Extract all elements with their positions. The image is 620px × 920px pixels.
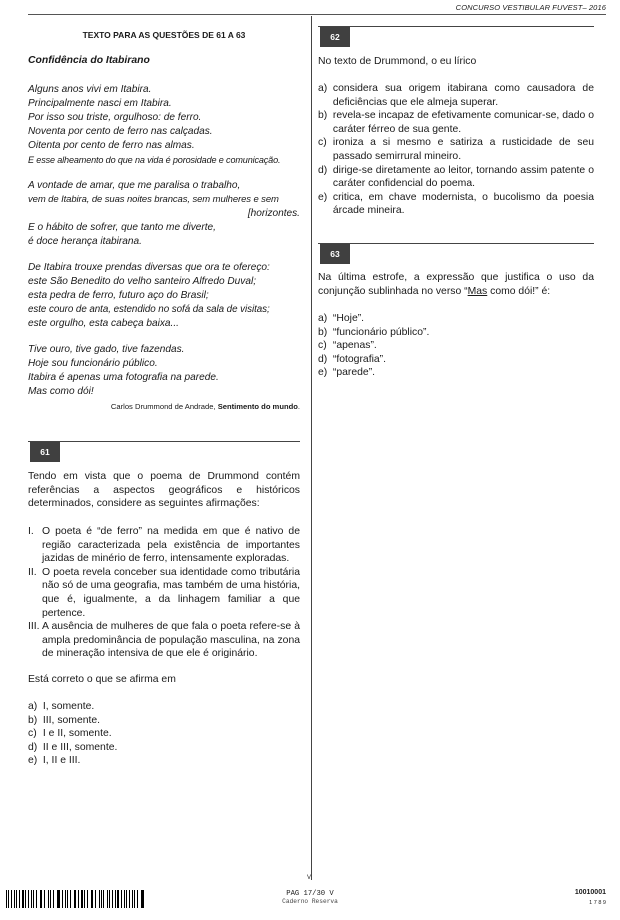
answer-option[interactable] xyxy=(318,164,594,191)
answer-option[interactable] xyxy=(28,700,300,714)
poem-line: é doce herança itabirana. xyxy=(28,236,142,247)
statement-text: A ausência de mulheres de que fala o poeta refere-se à ampla predominância de população masculina, na zona de mineração intensiva de que ele é originário. xyxy=(42,621,300,660)
poem-line: Noventa por cento de ferro nas calçadas. xyxy=(28,126,213,137)
option-label: a) xyxy=(318,313,328,324)
stanza-1 xyxy=(28,83,300,167)
poem-line: E o hábito de sofrer, que tanto me diverte, xyxy=(28,222,216,233)
option-label: b) xyxy=(28,714,38,726)
statement-item xyxy=(28,525,300,566)
answer-option[interactable] xyxy=(318,326,594,340)
poem-body xyxy=(28,83,300,399)
booklet-label: Caderno Reserva xyxy=(282,898,338,905)
poem-line: Alguns anos vivi em Itabira. xyxy=(28,84,152,95)
option-label: b) xyxy=(318,110,328,122)
page-footer xyxy=(0,890,620,906)
answer-option[interactable] xyxy=(318,339,594,353)
q63-intro-a: Na última estrofe, a expressão que justifica o uso da conjunção sublinhada no verso “ xyxy=(318,272,594,297)
answer-option[interactable] xyxy=(318,312,594,326)
option-text: ironiza a si mesmo e satiriza a rusticidade de seu passado semirrural mineiro. xyxy=(332,137,594,162)
exam-code: 10010001 xyxy=(574,889,606,896)
stanza-3 xyxy=(28,261,300,331)
answer-option[interactable] xyxy=(318,366,594,380)
poem-line: Por isso sou triste, orgulhoso: de ferro. xyxy=(28,112,202,123)
divider-mark: V xyxy=(307,875,312,881)
q63-rule xyxy=(318,243,594,245)
q62-intro: No texto de Drummond, o eu lírico xyxy=(318,56,477,67)
q62-options xyxy=(318,82,594,218)
statement-label: I. xyxy=(28,526,34,537)
option-text: I, somente. xyxy=(42,701,95,712)
option-label: c) xyxy=(28,728,37,740)
poem-line: A vontade de amar, que me paralisa o trabalho, xyxy=(28,180,241,191)
answer-option[interactable] xyxy=(318,136,594,163)
q63-intro-b: como dói!” é: xyxy=(487,285,551,297)
option-label: c) xyxy=(318,137,327,149)
option-text: “Hoje”. xyxy=(332,313,365,324)
q62-number-badge: 62 xyxy=(320,27,350,47)
q61-statements xyxy=(28,525,300,661)
poem-line: esta pedra de ferro, futuro aço do Brasil; xyxy=(28,290,209,301)
statement-item xyxy=(28,620,300,661)
poem-line: este São Benedito do velho santeiro Alfredo Duval; xyxy=(28,276,257,287)
option-text: III, somente. xyxy=(42,714,101,726)
answer-option[interactable] xyxy=(318,191,594,218)
poem-line: este couro de anta, estendido no sofá da sala de visitas; xyxy=(28,304,270,315)
stanza-2 xyxy=(28,179,300,249)
option-text: revela-se incapaz de efetivamente comunicar-se, dado o caráter férreo de sua gente. xyxy=(332,110,594,135)
answer-option[interactable] xyxy=(318,353,594,367)
credit-author: Carlos Drummond de Andrade, xyxy=(110,402,216,411)
poem-line: Hoje sou funcionário público. xyxy=(28,358,158,369)
page-number: PAG 17/30 V xyxy=(286,890,334,898)
answer-option[interactable] xyxy=(28,727,300,741)
exam-header-title: CONCURSO VESTIBULAR FUVEST– 2016 xyxy=(455,3,606,12)
q61-prompt: Está correto o que se afirma em xyxy=(28,674,176,685)
section-title: TEXTO PARA AS QUESTÕES DE 61 A 63 xyxy=(82,30,246,40)
answer-option[interactable] xyxy=(318,109,594,136)
q61-number-badge: 61 xyxy=(30,442,60,462)
poem-line: Itabira é apenas uma fotografia na parede. xyxy=(28,372,219,383)
statement-label: II. xyxy=(28,566,37,578)
option-text: I, II e III. xyxy=(42,755,81,767)
option-label: d) xyxy=(318,353,328,365)
column-divider xyxy=(311,16,312,880)
q61-intro: Tendo em vista que o poema de Drummond contém referências a aspectos geográficos e históricos determinados, considere as seguintes afirmações: xyxy=(28,471,300,510)
option-label: d) xyxy=(28,741,38,753)
option-label: d) xyxy=(318,164,328,176)
q62-rule xyxy=(318,26,594,28)
credit-work: Sentimento do mundo xyxy=(217,402,298,411)
option-text: II e III, somente. xyxy=(42,741,118,753)
poem-line: Tive ouro, tive gado, tive fazendas. xyxy=(28,344,185,355)
header-rule xyxy=(28,14,606,15)
q63-options xyxy=(318,312,594,380)
option-text: dirige-se diretamente ao leitor, tornando assim patente o caráter confidencial do poema. xyxy=(332,164,594,190)
answer-option[interactable] xyxy=(28,741,300,755)
exam-code-small: 1 7 8 9 xyxy=(589,900,606,906)
option-label: c) xyxy=(318,340,327,352)
q61-rule xyxy=(28,441,300,443)
q61-options xyxy=(28,700,300,768)
option-label: e) xyxy=(28,755,38,767)
option-text: “parede”. xyxy=(332,367,376,379)
poem-line: E esse alheamento do que na vida é porosidade e comunicação. xyxy=(28,155,281,165)
poem-line: Principalmente nasci em Itabira. xyxy=(28,98,172,109)
option-label: e) xyxy=(318,367,328,379)
option-text: critica, em chave modernista, o bucolismo da poesia árcade mineira. xyxy=(332,191,594,217)
poem-line: De Itabira trouxe prendas diversas que ora te ofereço: xyxy=(28,262,270,273)
option-text: “funcionário público”. xyxy=(332,326,430,338)
statement-text: O poeta revela conceber sua identidade como tributária não só de uma geografia, mas também de uma história, que é, igualmente, a da linhagem familiar a que pertence. xyxy=(42,566,300,619)
option-label: b) xyxy=(318,326,328,338)
answer-option[interactable] xyxy=(318,82,594,109)
poem-line: vem de Itabira, de suas noites brancas, sem mulheres e sem xyxy=(28,194,279,205)
answer-option[interactable] xyxy=(28,714,300,728)
option-label: a) xyxy=(28,701,38,712)
poem-title: Confidência do Itabirano xyxy=(28,55,150,66)
credit-end: . xyxy=(297,402,300,411)
poem-line: Mas como dói! xyxy=(28,386,94,397)
statement-text: O poeta é “de ferro” na medida em que é nativo de região caracterizada pela existência de importantes jazidas de minério de ferro, intensamente exploradas. xyxy=(42,526,300,565)
poem-line: Oitenta por cento de ferro nas almas. xyxy=(28,140,195,151)
option-label: e) xyxy=(318,191,328,203)
poem-credit xyxy=(28,402,300,411)
option-text: considera sua origem itabirana como causadora de deficiências que ele almeja superar. xyxy=(332,83,594,108)
q63-intro xyxy=(318,271,594,298)
poem-line: [horizontes. xyxy=(247,208,300,219)
q63-number-badge: 63 xyxy=(320,244,350,264)
poem-line: este orgulho, esta cabeça baixa... xyxy=(28,318,179,329)
option-label: a) xyxy=(318,83,328,94)
statement-label: III. xyxy=(28,621,40,633)
answer-option[interactable] xyxy=(28,754,300,768)
option-text: “apenas”. xyxy=(332,340,377,352)
q63-underlined-word: Mas xyxy=(467,285,488,297)
option-text: “fotografia”. xyxy=(332,353,387,365)
option-text: I e II, somente. xyxy=(42,728,112,740)
stanza-4 xyxy=(28,343,300,399)
footer-code xyxy=(575,888,606,908)
statement-item xyxy=(28,566,300,620)
